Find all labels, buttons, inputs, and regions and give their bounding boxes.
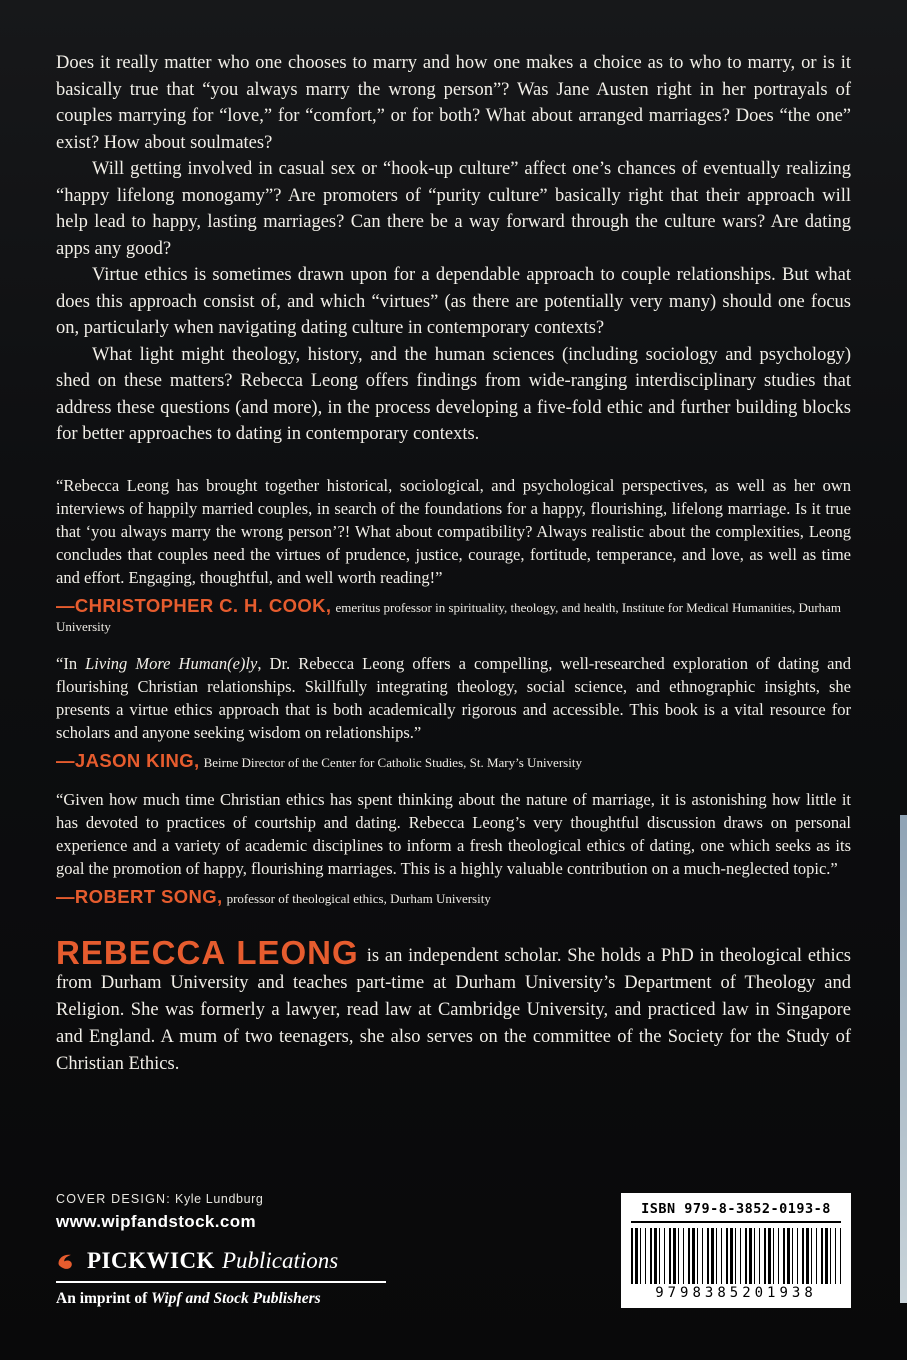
cover-design-credit [56,1192,386,1206]
barcode-number: 9798385201938 [655,1285,817,1301]
synopsis-paragraph: Virtue ethics is sometimes drawn upon for a dependable approach to couple relationships. But what does this approach consist of, and which “virtues” (as there are potentially very many) should one focus on, particularly when navigating dating culture in contemporary contexts? [56,265,851,338]
synopsis [56,50,851,448]
imprint-tag: An imprint of [56,1290,148,1307]
synopsis-paragraph: Does it really matter who one chooses to marry and how one makes a choice as to who to marry, or is it basically true that “you always marry the wrong person”? Was Jane Austen right in her portrayals of couples marrying for “love,” for “comfort,” or for both? What about arranged marriages? Does “the one” exist? How about soulmates? [56,53,851,153]
publisher-website: www.wipfandstock.com [56,1212,257,1231]
imprint-publisher: Wipf and Stock Publishers [151,1290,321,1307]
pickwick-logo-icon [56,1252,80,1271]
synopsis-paragraph: Will getting involved in casual sex or “hook-up culture” affect one’s chances of eventually realizing “happy lifelong monogamy”? Are promoters of “purity culture” basically right that their approach will help lead to happy, lasting marriages? Can there be a way forward through the culture wars? Are dating apps any good? [56,159,851,259]
quote-text: “Rebecca Leong has brought together historical, sociological, and psychological perspectives, as well as her own interviews of happily married couples, in search of the foundations for a happy, flourishing, lifelong marriage. Is it true that ‘you always marry the wrong person’?! What about compatibility? Always realistic about the complexities, Leong concludes that couples need the virtues of prudence, justice, courage, fortitude, temperance, and love, as well as time and effort. Engaging, thoughtful, and well worth reading!” [56,475,851,587]
imprint-row [56,1248,386,1283]
endorsements [56,474,851,908]
endorsement-quote [56,788,851,880]
synopsis-paragraph: What light might theology, history, and the human sciences (including sociology and psychology) shed on these matters? Rebecca Leong offers findings from wide-ranging interdisciplinary studies that address these questions (and more), in the process developing a five-fold ethic and further building blocks for better approaches to dating in contemporary contexts. [56,344,851,444]
barcode-panel [621,1193,851,1308]
quote-text: , Dr. Rebecca Leong offers a compelling, well-researched exploration of dating and flourishing Christian relationships. Skillfully integrating theology, social science, and ethnographic insights, she presents a virtue ethics approach that is both academically rigorous and accessible. This book is a vital resource for scholars and anyone seeking wisdom on relationships.” [56,653,851,742]
endorsement [56,474,851,636]
publisher-column [56,1192,386,1308]
cover-design-label: COVER DESIGN: [56,1192,171,1206]
endorser-affiliation: professor of theological ethics, Durham University [226,890,491,906]
quote-text: “Given how much time Christian ethics has spent thinking about the nature of marriage, it is astonishing how little it has devoted to practices of courtship and dating. Rebecca Leong’s very thoughtful discussion draws on personal experience and a variety of academic disciplines to inform a fresh theological ethics of dating, one which seeks as its goal the promotion of happy, flourishing marriages. This is a highly valuable contribution on a much-neglected topic.” [56,789,851,878]
isbn-label: ISBN 979-8-3852-0193-8 [631,1201,841,1223]
imprint-word: Publications [221,1248,339,1273]
imprint-line [56,1290,386,1308]
quote-text: “In [56,653,86,673]
author-name-heading: REBECCA LEONG [56,933,359,971]
imprint-name: PICKWICK [87,1248,215,1273]
endorsement-quote [56,652,851,744]
endorser-affiliation: Beirne Director of the Center for Catholic Studies, St. Mary’s University [203,754,582,770]
endorsement-attribution [56,887,851,908]
barcode-bars [631,1228,841,1284]
endorser-name: —JASON KING, [56,749,200,771]
endorsement [56,652,851,772]
cover-design-name: Kyle Lundburg [175,1192,264,1206]
author-bio [56,933,851,1078]
author-bio-text: is an independent scholar. She holds a PhD in theological ethics from Durham University and teaches part-time at Durham University’s Department of Theology and Religion. She was formerly a lawyer, read law at Cambridge University, and practiced law in Singapore and England. A mum of two teenagers, she also serves on the committee of the Society for the Study of Christian Ethics. [56,945,851,1074]
endorsement-attribution [56,751,851,772]
endorsement [56,788,851,908]
author-bio-paragraph [56,933,851,1078]
endorser-name: —CHRISTOPHER C. H. COOK, [56,594,332,616]
page-edge-strip [900,815,907,1303]
endorser-affiliation: emeritus professor in spirituality, theology, and health, Institute for Medical Humanities, Durham University [56,599,842,634]
publisher-footer [56,1192,851,1308]
endorsement-quote [56,474,851,589]
quote-book-title: Living More Human(e)ly [85,653,258,673]
endorser-name: —ROBERT SONG, [56,885,223,907]
endorsement-attribution [56,596,851,636]
